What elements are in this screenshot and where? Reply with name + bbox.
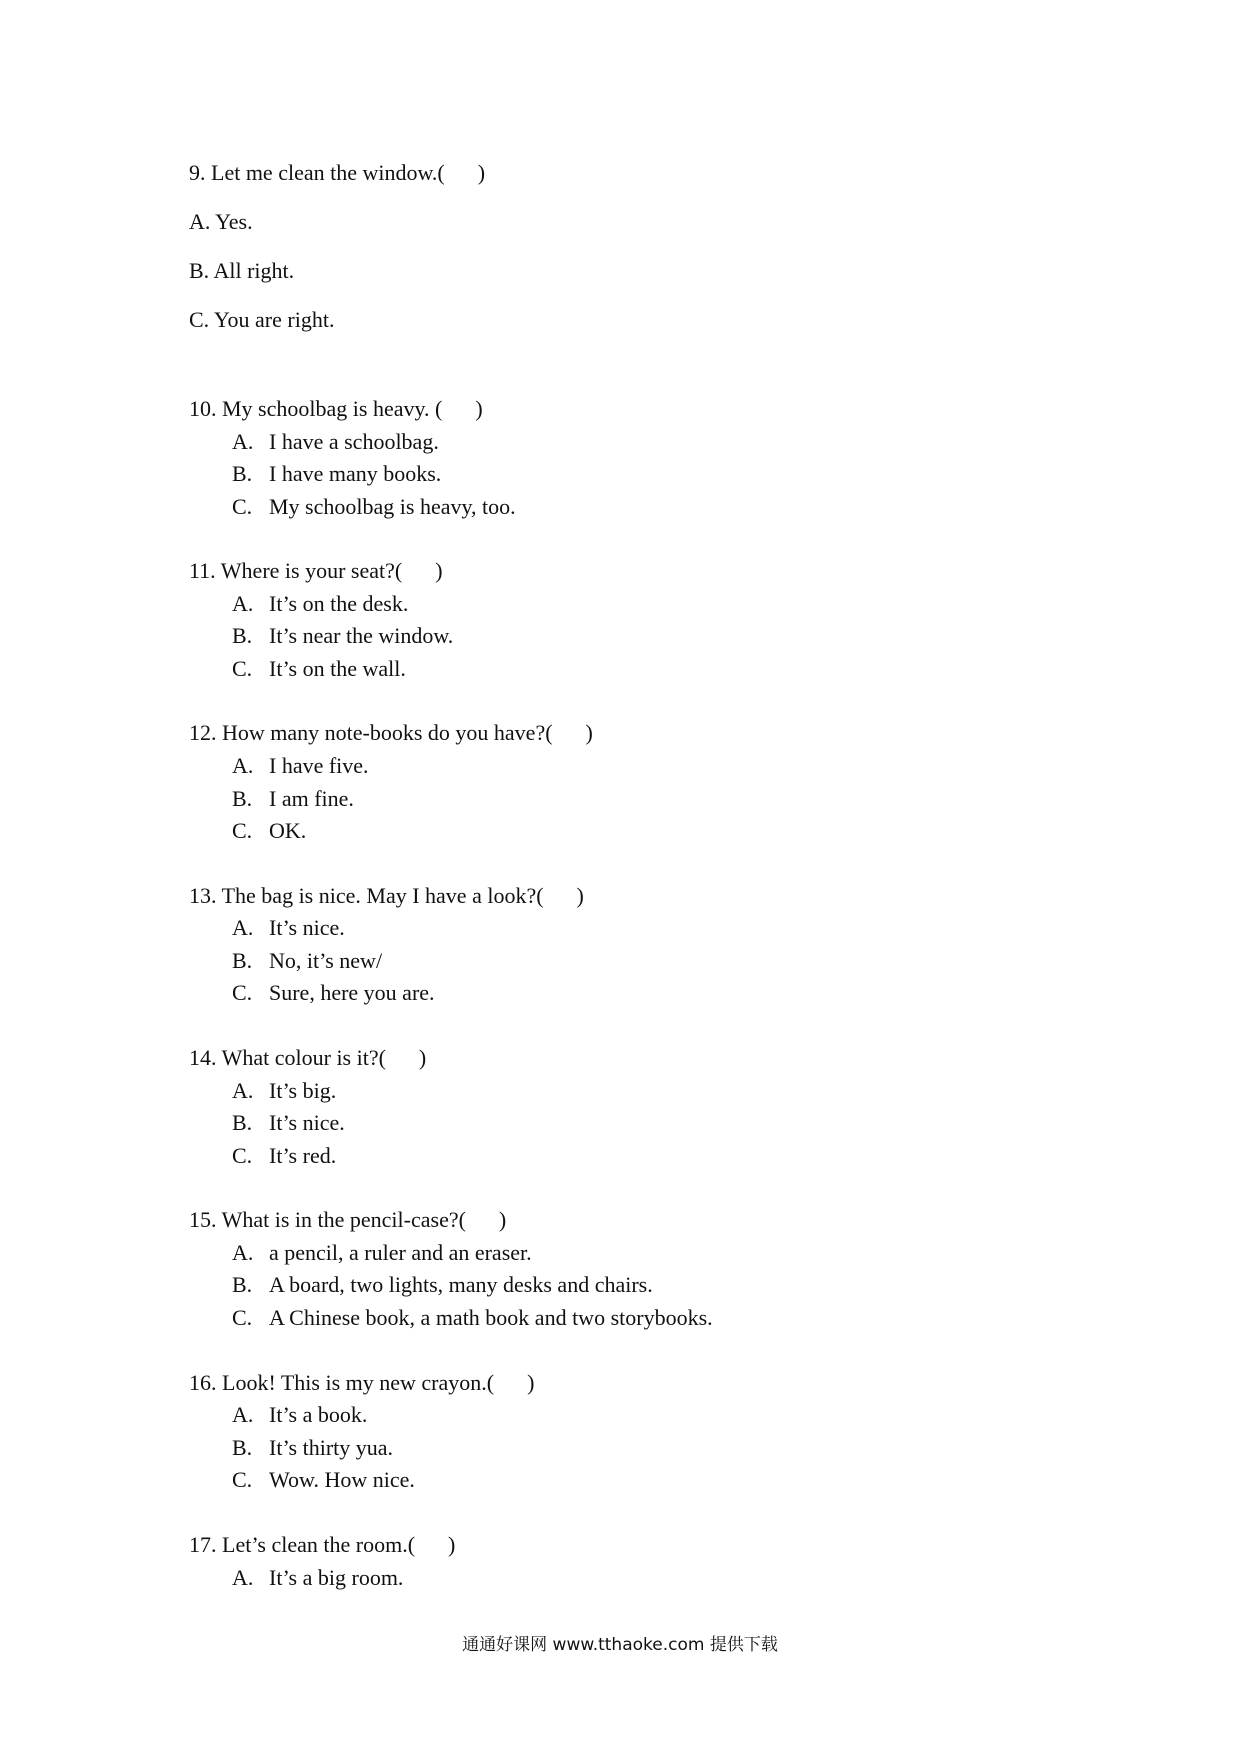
question-10: 10. My schoolbag is heavy. ( ): [189, 396, 483, 421]
option-text: It’s thirty yua.: [269, 1435, 394, 1460]
question-16: 16. Look! This is my new crayon.( ): [189, 1370, 535, 1395]
option-text: I have a schoolbag.: [269, 429, 439, 454]
option-letter: A.: [232, 1240, 254, 1265]
q9-option-a: A. Yes.: [189, 209, 253, 234]
q16-option-c: [232, 1467, 415, 1493]
q10-option-c: [232, 494, 516, 520]
option-text: OK.: [269, 818, 307, 843]
question-13: 13. The bag is nice. May I have a look?( ): [189, 883, 584, 908]
option-letter: B.: [232, 786, 253, 811]
option-letter: C.: [232, 1143, 253, 1168]
q13-option-c: [232, 980, 435, 1006]
q12-option-c: [232, 818, 306, 844]
q11-option-a: [232, 591, 408, 617]
option-letter: B.: [232, 948, 253, 973]
option-text: I have many books.: [269, 461, 442, 486]
option-letter: B.: [232, 1110, 253, 1135]
option-letter: B.: [232, 1272, 253, 1297]
option-text: It’s red.: [269, 1143, 337, 1168]
option-letter: B.: [232, 1435, 253, 1460]
option-letter: B.: [232, 623, 253, 648]
q10-option-a: [232, 429, 439, 455]
option-letter: B.: [232, 461, 253, 486]
q12-option-b: [232, 786, 354, 812]
q12-option-a: [232, 753, 369, 779]
option-letter: C.: [232, 818, 253, 843]
option-text: Sure, here you are.: [269, 980, 435, 1005]
option-text: A Chinese book, a math book and two storybooks.: [269, 1305, 713, 1330]
question-17: 17. Let’s clean the room.( ): [189, 1532, 456, 1557]
q17-option-a: [232, 1565, 403, 1591]
option-letter: A.: [232, 429, 254, 454]
option-letter: A.: [232, 1402, 254, 1427]
page-footer: 通通好课网 www.tthaoke.com 提供下载: [462, 1635, 778, 1655]
option-text: It’s near the window.: [269, 623, 454, 648]
q9-option-b: B. All right.: [189, 258, 295, 283]
option-letter: C.: [232, 1467, 253, 1492]
q13-option-b: [232, 948, 382, 974]
option-text: A board, two lights, many desks and chairs.: [269, 1272, 653, 1297]
q9-option-c: C. You are right.: [189, 307, 335, 332]
option-letter: C.: [232, 656, 253, 681]
option-text: No, it’s new/: [269, 948, 383, 973]
option-text: It’s big.: [269, 1078, 337, 1103]
option-letter: A.: [232, 753, 254, 778]
q13-option-a: [232, 915, 345, 941]
option-letter: A.: [232, 915, 254, 940]
q14-option-a: [232, 1078, 336, 1104]
q15-option-c: [232, 1305, 713, 1331]
q15-option-b: [232, 1272, 653, 1298]
option-text: My schoolbag is heavy, too.: [269, 494, 516, 519]
option-text: Wow. How nice.: [269, 1467, 415, 1492]
option-letter: A.: [232, 1565, 254, 1590]
option-letter: A.: [232, 1078, 254, 1103]
q16-option-b: [232, 1435, 393, 1461]
option-letter: A.: [232, 591, 254, 616]
q14-option-c: [232, 1143, 336, 1169]
option-text: It’s nice.: [269, 1110, 345, 1135]
option-letter: C.: [232, 1305, 253, 1330]
q14-option-b: [232, 1110, 345, 1136]
option-text: I have five.: [269, 753, 369, 778]
option-text: I am fine.: [269, 786, 354, 811]
question-9: 9. Let me clean the window.( ): [189, 160, 486, 185]
q11-option-b: [232, 623, 453, 649]
option-letter: C.: [232, 980, 253, 1005]
option-text: It’s on the wall.: [269, 656, 406, 681]
q15-option-a: [232, 1240, 532, 1266]
option-text: a pencil, a ruler and an eraser.: [269, 1240, 532, 1265]
option-letter: C.: [232, 494, 253, 519]
question-15: 15. What is in the pencil-case?( ): [189, 1207, 507, 1232]
option-text: It’s nice.: [269, 915, 345, 940]
q10-option-b: [232, 461, 441, 487]
question-12: 12. How many note-books do you have?( ): [189, 720, 593, 745]
question-14: 14. What colour is it?( ): [189, 1045, 427, 1070]
q11-option-c: [232, 656, 406, 682]
option-text: It’s a book.: [269, 1402, 368, 1427]
option-text: It’s on the desk.: [269, 591, 409, 616]
q16-option-a: [232, 1402, 367, 1428]
option-text: It’s a big room.: [269, 1565, 404, 1590]
question-11: 11. Where is your seat?( ): [189, 558, 443, 583]
